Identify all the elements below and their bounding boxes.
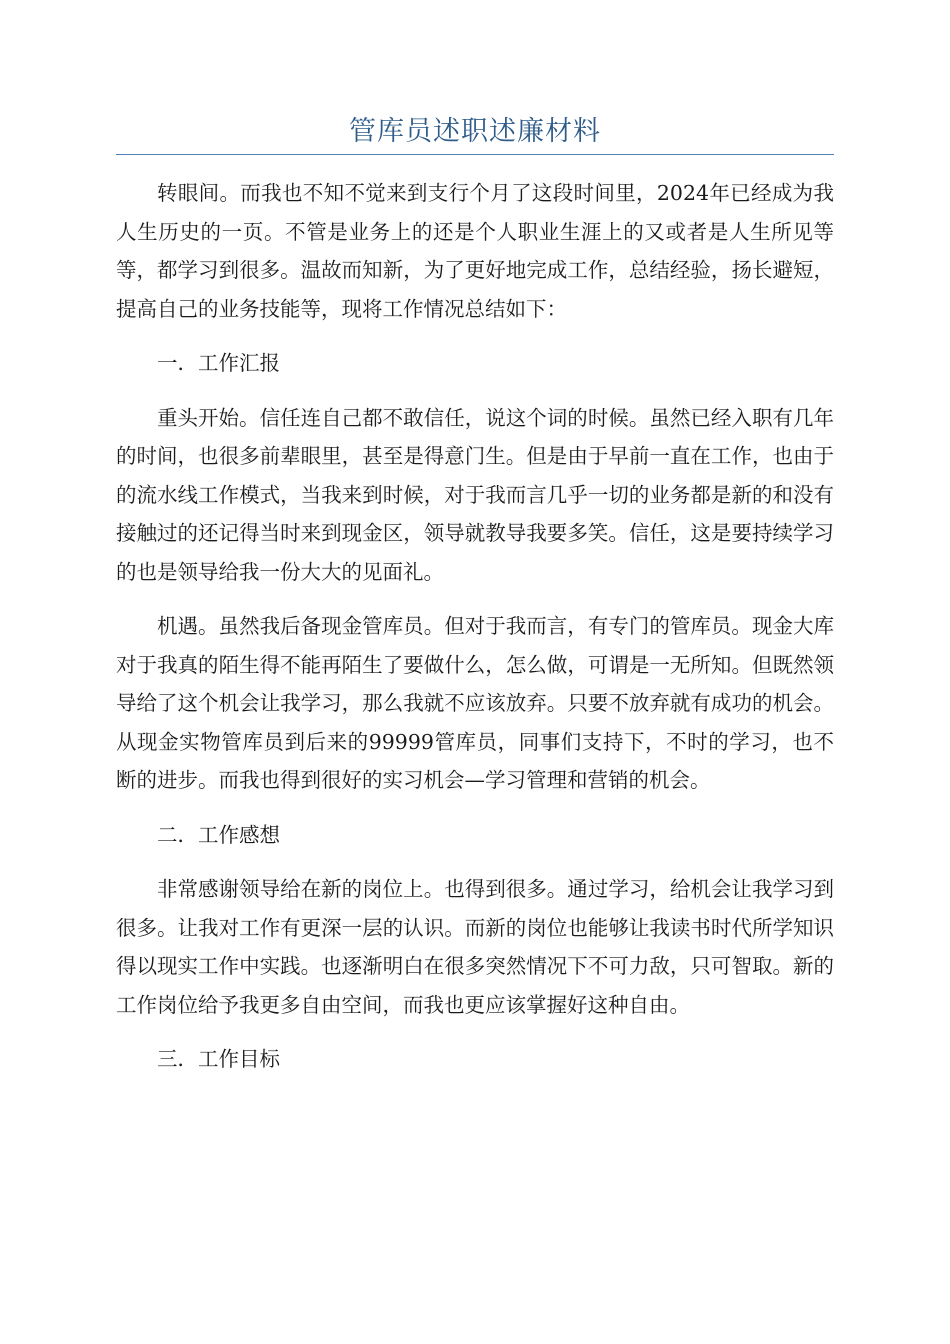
- section-heading-work-thoughts: 二．工作感想: [157, 822, 280, 847]
- paragraph-restart: 重头开始。信任连自己都不敢信任，说这个词的时候。虽然已经入职有几年的时间，也很多前辈眼里，甚至是得意门生。但是由于早前一直在工作，也由于的流水线工作模式，当我来到时候，对于我而言几乎一切的业务都是新的和没有接触过的还记得当时来到现金区，领导就教导我要多笑。信任，这是要持续学习的也是领导给我一份大大的见面礼。: [116, 405, 834, 584]
- paragraph-opportunity: 机遇。虽然我后备现金管库员。但对于我而言，有专门的管库员。现金大库对于我真的陌生得不能再陌生了要做什么，怎么做，可谓是一无所知。但既然领导给了这个机会让我学习，那么我就不应该放弃。只要不放弃就有成功的机会。从现金实物管库员到后来的99999管库员，同事们支持下，不时的学习，也不断的进步。而我也得到很好的实习机会—学习管理和营销的机会。: [116, 614, 834, 792]
- section-heading-work-report: 一．工作汇报: [157, 351, 280, 375]
- paragraph-intro: 转眼间。而我也不知不觉来到支行个月了这段时间里，2024年已经成为我人生历史的一页。不管是业务上的还是个人职业生涯上的又或者是人生所见等等，都学习到很多。温故而知新，为了更好地完成工作，总结经验，扬长避短，提高自己的业务技能等，现将工作情况总结如下：: [116, 181, 834, 321]
- document-title: 管库员述职述廉材料: [349, 116, 601, 147]
- paragraph-gratitude: 非常感谢领导给在新的岗位上。也得到很多。通过学习，给机会让我学习到很多。让我对工作有更深一层的认识。而新的岗位也能够让我读书时代所学知识得以现实工作中实践。也逐渐明白在很多突然情况下不可力敌，只可智取。新的工作岗位给予我更多自由空间，而我也更应该掌握好这种自由。: [116, 877, 834, 1017]
- document-body: [116, 174, 834, 1095]
- title-underline: [116, 154, 834, 155]
- section-heading-work-goals: 三．工作目标: [157, 1047, 280, 1071]
